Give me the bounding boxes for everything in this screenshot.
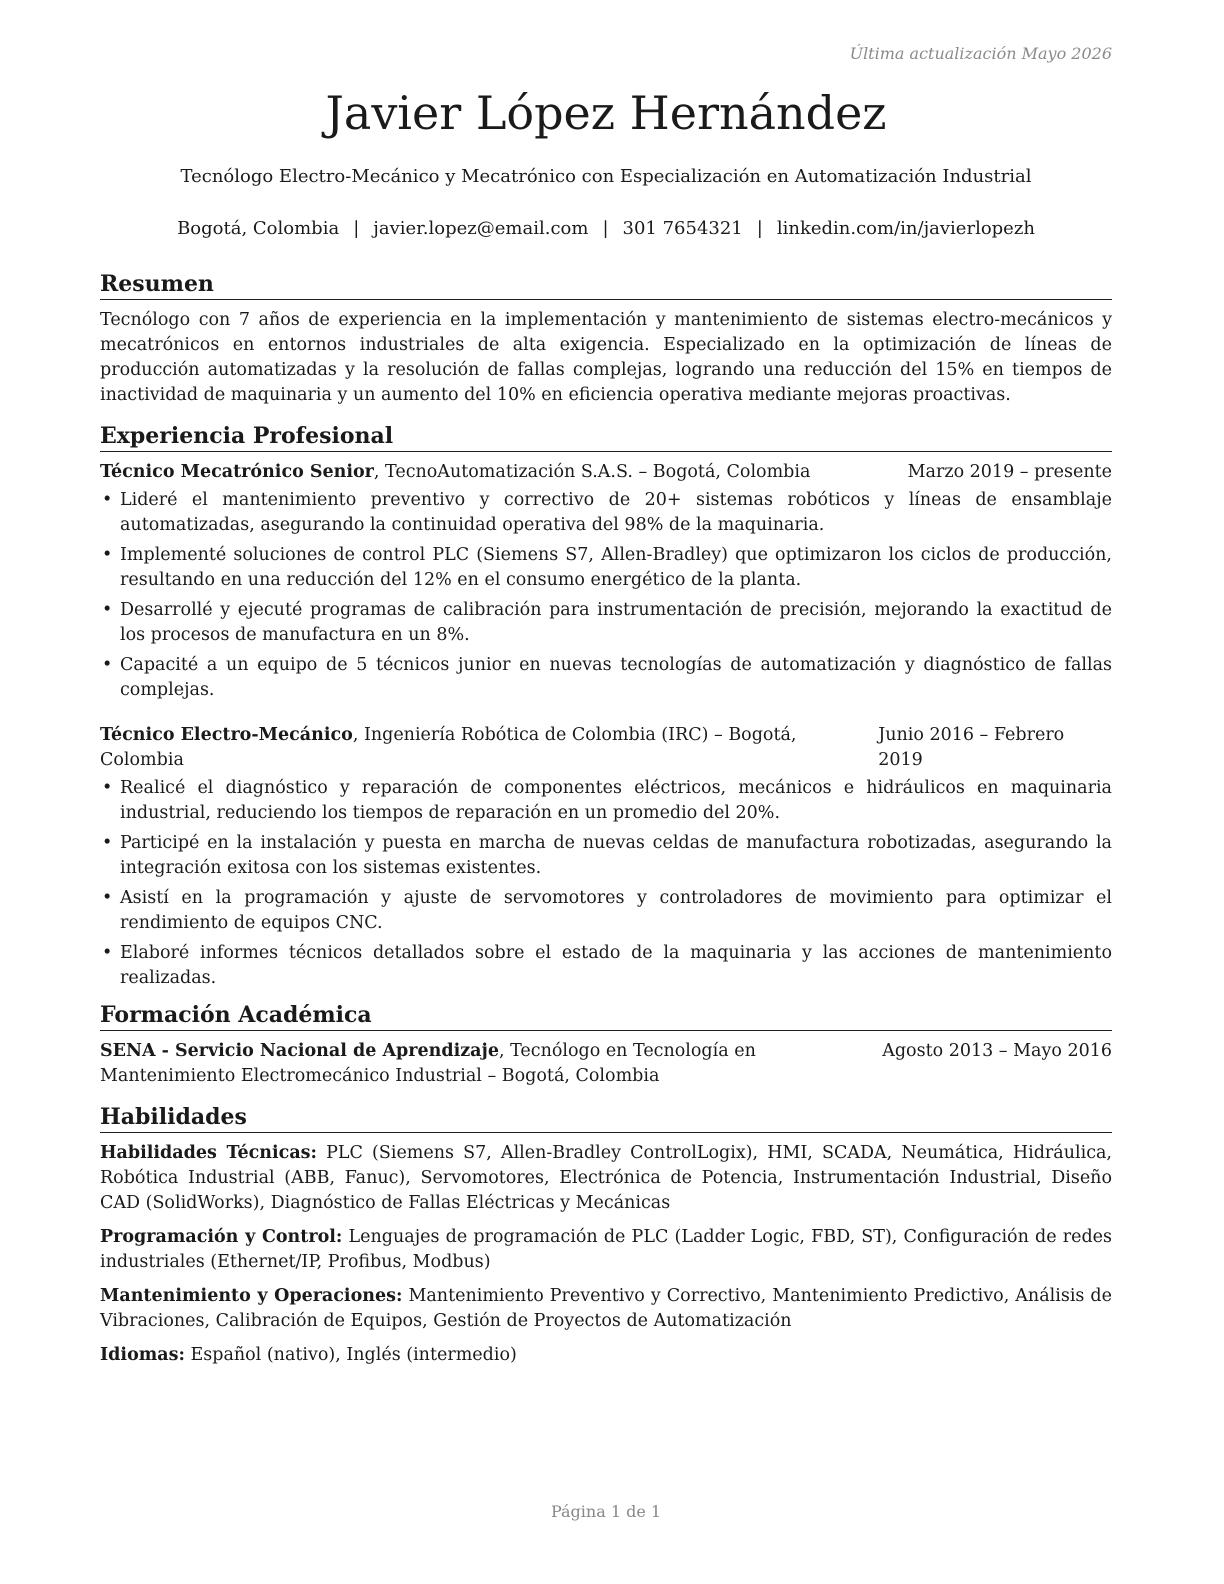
resume-page <box>100 0 1112 1584</box>
last-updated: Última actualización Mayo 2026 <box>849 44 1112 63</box>
job-bullet: • Desarrollé y ejecuté programas de calibración para instrumentación de precisión, mejorando la exactitud de los procesos de manufactura en un 8%. <box>100 598 1112 648</box>
skill-label: Habilidades Técnicas: <box>100 1143 317 1163</box>
skill-label: Programación y Control: <box>100 1227 343 1247</box>
contact-line <box>100 218 1112 239</box>
job-dates: Marzo 2019 – presente <box>907 462 1112 482</box>
job-title-line <box>100 723 878 773</box>
skill-text: Español (nativo), Inglés (intermedio) <box>184 1345 517 1365</box>
job-entry <box>100 723 1112 991</box>
contact-linkedin[interactable]: linkedin.com/in/javierlopezh <box>776 218 1035 239</box>
job-title-line <box>100 460 810 485</box>
summary-section <box>100 270 1112 408</box>
job-company: , Ingeniería Robótica de Colombia (IRC) – Bogotá, Colombia <box>100 725 797 770</box>
candidate-subtitle: Tecnólogo Electro-Mecánico y Mecatrónico con Especialización en Automatización Industrial <box>180 166 1032 187</box>
job-bullet: • Asistí en la programación y ajuste de servomotores y controladores de movimiento para optimizar el rendimiento de equipos CNC. <box>100 886 1112 936</box>
summary-text: Tecnólogo con 7 años de experiencia en la implementación y mantenimiento de sistemas electro-mecánicos y mecatrónicos en entornos industriales de alta exigencia. Especializado en la optimización de líneas de producción automatizadas y la resolución de fallas complejas, logrando una reducción del 15% en tiempos de inactividad de maquinaria y un aumento del 10% en eficiencia operativa mediante mejoras proactivas. <box>100 310 1112 405</box>
education-entry <box>100 1039 1112 1089</box>
skill-item <box>100 1284 1112 1334</box>
skill-label: Idiomas: <box>100 1345 185 1365</box>
education-institution: SENA - Servicio Nacional de Aprendizaje <box>100 1041 499 1061</box>
education-heading: Formación Académica <box>100 1001 1112 1031</box>
skill-text: PLC (Siemens S7, Allen-Bradley ControlLogix), HMI, SCADA, Neumática, Hidráulica, Robótica Industrial (ABB, Fanuc), Servomotores, Electrónica de Potencia, Instrumentación Industrial, Diseño CAD (SolidWorks), Diagnóstico de Fallas Eléctricas y Mecánicas <box>100 1143 1112 1213</box>
skill-text: Mantenimiento Preventivo y Correctivo, Mantenimiento Predictivo, Análisis de Vibraciones, Calibración de Equipos, Gestión de Proyectos de Automatización <box>100 1286 1112 1331</box>
skill-item <box>100 1225 1112 1275</box>
job-bullet: • Capacité a un equipo de 5 técnicos junior en nuevas tecnologías de automatización y diagnóstico de fallas complejas. <box>100 653 1112 703</box>
job-title: Técnico Mecatrónico Senior <box>100 462 374 482</box>
job-entry <box>100 460 1112 703</box>
page-number: Página 1 de 1 <box>550 1502 662 1521</box>
contact-email[interactable]: javier.lopez@email.com <box>373 218 589 239</box>
job-dates: Junio 2016 – Febrero 2019 <box>878 725 1065 770</box>
skill-text: Lenguajes de programación de PLC (Ladder Logic, FBD, ST), Configuración de redes industriales (Ethernet/IP, Profibus, Modbus) <box>100 1227 1112 1272</box>
contact-location: Bogotá, Colombia <box>177 218 340 239</box>
resume-body <box>100 270 1112 1378</box>
contact-separator: | <box>353 218 360 239</box>
experience-heading: Experiencia Profesional <box>100 422 1112 452</box>
contact-phone[interactable]: 301 7654321 <box>622 218 743 239</box>
job-bullet: • Implementé soluciones de control PLC (Siemens S7, Allen-Bradley) que optimizaron los ciclos de producción, resultando en una reducción del 12% en el consumo energético de la planta. <box>100 543 1112 593</box>
candidate-name: Javier López Hernández <box>325 86 887 140</box>
education-dates: Agosto 2013 – Mayo 2016 <box>882 1041 1112 1061</box>
contact-separator: | <box>756 218 763 239</box>
summary-heading: Resumen <box>100 270 1112 300</box>
skills-heading: Habilidades <box>100 1103 1112 1133</box>
education-section <box>100 1001 1112 1089</box>
skill-label: Mantenimiento y Operaciones: <box>100 1286 403 1306</box>
job-bullets <box>100 488 1112 703</box>
contact-separator: | <box>602 218 609 239</box>
job-header <box>100 460 1112 485</box>
experience-section <box>100 422 1112 991</box>
job-bullet: • Participé en la instalación y puesta en marcha de nuevas celdas de manufactura robotizadas, asegurando la integración exitosa con los sistemas existentes. <box>100 831 1112 881</box>
job-company: , TecnoAutomatización S.A.S. – Bogotá, Colombia <box>373 462 811 482</box>
skill-item <box>100 1343 1112 1368</box>
job-bullet: • Realicé el diagnóstico y reparación de componentes eléctricos, mecánicos e hidráulicos en maquinaria industrial, reduciendo los tiempos de reparación en un promedio del 20%. <box>100 776 1112 826</box>
education-detail <box>100 1039 870 1089</box>
skills-section <box>100 1103 1112 1368</box>
job-bullet: • Elaboré informes técnicos detallados sobre el estado de la maquinaria y las acciones de mantenimiento realizadas. <box>100 941 1112 991</box>
job-bullet: • Lideré el mantenimiento preventivo y correctivo de 20+ sistemas robóticos y líneas de ensamblaje automatizadas, asegurando la continuidad operativa del 98% de la maquinaria. <box>100 488 1112 538</box>
education-degree: , Tecnólogo en Tecnología en Mantenimiento Electromecánico Industrial – Bogotá, Colombia <box>100 1041 756 1086</box>
job-title: Técnico Electro-Mecánico <box>100 725 353 745</box>
job-bullets <box>100 776 1112 991</box>
skill-item <box>100 1141 1112 1216</box>
job-header <box>100 723 1112 773</box>
